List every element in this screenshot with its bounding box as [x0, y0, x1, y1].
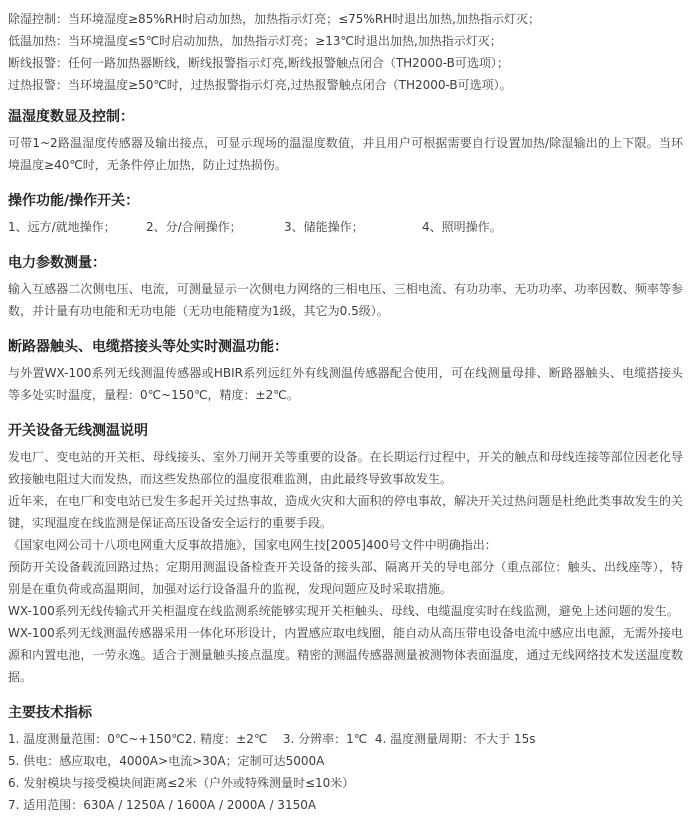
section-paragraph: 与外置WX-100系列无线测温传感器或HBIR系列远红外有线测温传感器配合使用，可在线测量母排、断路器触头、电缆搭接头等多处实时温度，量程：0℃~150℃，精度：±2℃。: [8, 366, 683, 402]
section-temp-humidity-display: [8, 108, 683, 176]
spec-item-measurement-period: 4. 温度测量周期：不大于 15s: [374, 732, 536, 746]
section-paragraph: WX-100系列无线传输式开关柜温度在线监测系统能够实现开关柜触头、母线、电缆温度实时在线监测，避免上述问题的发生。: [8, 604, 679, 618]
section-heading-technical-specs: 主要技术指标: [8, 705, 92, 721]
section-realtime-temp-measurement: [8, 338, 683, 406]
spec-line-module-distance: 6. 发射模块与接受模块间距离≤2米（户外或特殊测量时≤10米）: [8, 776, 355, 790]
section-paragraph: 可带1~2路温湿度传感器及输出接点，可显示现场的温湿度数值，并且用户可根据需要自行设置加热/除湿输出的上下限。当环境温度≥40℃时，无条件停止加热，防止过热损伤。: [8, 136, 683, 172]
spec-line-power-supply: 5. 供电：感应取电，4000A>电流>30A；定制可达5000A: [8, 754, 325, 768]
section-wireless-temp-description: [8, 422, 683, 688]
section-heading-wireless-temp: 开关设备无线测温说明: [8, 423, 148, 439]
section-power-parameters: [8, 254, 683, 322]
operation-item-open-close: 2、分/合闸操作；: [146, 220, 242, 234]
section-heading-operation: 操作功能/操作开关：: [8, 193, 140, 209]
spec-item-accuracy: 2. 精度：±2℃: [184, 732, 268, 746]
spec-item-resolution: 3. 分辨率：1℃: [282, 732, 368, 746]
section-paragraph: 《国家电网公司十八项电网重大反事故措施》，国家电网生技[2005]400号文件中明确指出：: [8, 538, 497, 552]
spec-line-applicable-range: 7. 适用范围：630A / 1250A / 1600A / 2000A / 3150A: [8, 798, 317, 812]
section-main-technical-specs: [8, 704, 683, 816]
spec-item-temp-range: 1. 温度测量范围：0℃~+150℃: [8, 732, 185, 746]
intro-line-wire-break-alarm: 断线报警：任何一路加热器断线，断线报警指示灯亮,断线报警触点闭合（TH2000-B可选项）；: [8, 56, 509, 70]
intro-line-low-temp-heating: 低温加热：当环境温度≤5℃时启动加热，加热指示灯亮；≥13℃时退出加热,加热指示灯灭；: [8, 34, 502, 48]
section-paragraph: 预防开关设备载流回路过热；定期用测温设备检查开关设备的接头部、隔离开关的导电部分（重点部位：触头、出线座等），特别是在重负荷或高温期间，加强对运行设备温升的监视，发现问题应及时采取措施。: [8, 560, 683, 596]
spec-items-row: [8, 728, 683, 750]
section-paragraph: 发电厂、变电站的开关柜、母线接头、室外刀闸开关等重要的设备。在长期运行过程中，开关的触点和母线连接等部位因老化导致接触电阻过大而发热，而这些发热部位的温度很难监测，由此最终导致事故发生。: [8, 450, 683, 486]
section-heading-realtime-temp: 断路器触头、电缆搭接头等处实时测温功能：: [8, 339, 288, 355]
intro-line-overheat-alarm: 过热报警：当环境温度≥50℃时，过热报警指示灯亮,过热报警触点闭合（TH2000-B可选项）。: [8, 78, 512, 92]
section-operation-switches: [8, 192, 683, 238]
operation-item-remote-local: 1、远方/就地操作；: [8, 220, 116, 234]
control-functions-list: [8, 8, 683, 96]
section-heading-temp-humidity: 温湿度数显及控制：: [8, 109, 134, 125]
operation-item-lighting: 4、照明操作。: [422, 220, 502, 234]
spec-lines: [8, 750, 683, 816]
section-paragraph: 近年来，在电厂和变电站已发生多起开关过热事故，造成火灾和大面积的停电事故，解决开关过热问题是杜绝此类事故发生的关键，实现温度在线监测是保证高压设备安全运行的重要手段。: [8, 494, 683, 530]
operation-item-energy-storage: 3、储能操作；: [284, 220, 364, 234]
section-paragraph: 输入互感器二次侧电压、电流，可测量显示一次侧电力网络的三相电压、三相电流、有功功率、无功功率、功率因数、频率等参数，并计量有功电能和无功电能（无功电能精度为1级，其它为0.5级）。: [8, 282, 683, 318]
section-heading-power-parameters: 电力参数测量：: [8, 255, 106, 271]
section-paragraph: WX-100系列无线测温传感器采用一体化环形设计，内置感应取电线圈，能自动从高压带电设备电流中感应出电源，无需外接电源和内置电池，一劳永逸。适合于测量触头接点温度。精密的测温传感器测量被测物体表面温度，通过无线网络技术发送温度数据。: [8, 626, 683, 684]
operation-items-row: [8, 216, 683, 238]
intro-line-dehumidify: 除湿控制：当环境湿度≥85%RH时启动加热，加热指示灯亮；≤75%RH时退出加热,加热指示灯灭；: [8, 12, 540, 26]
